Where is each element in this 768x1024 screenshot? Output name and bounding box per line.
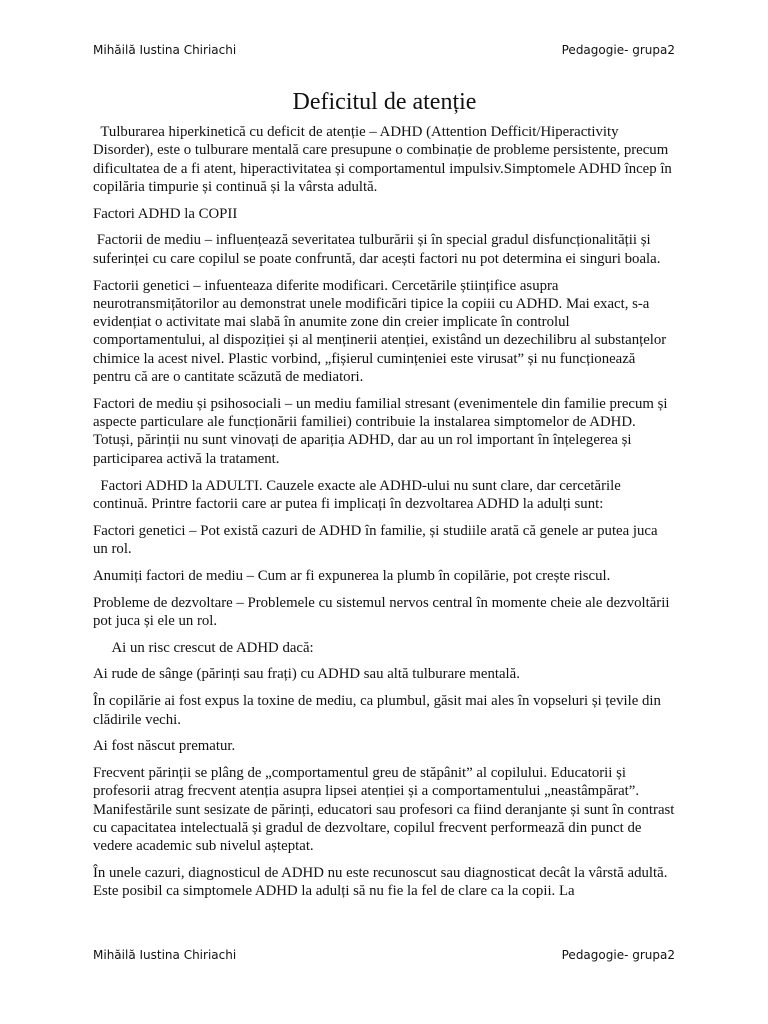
paragraph: Tulburarea hiperkinetică cu deficit de atenție – ADHD (Attention Defficit/Hiperactivity Disorder), este o tulburare mentală care presupune o combinație de probleme persistente, precum dificultatea de a fi atent, hiperactivitatea și comportamentul impulsiv.Simptomele ADHD încep în copilăria timpurie și continuă și la vârsta adultă. (93, 124, 672, 195)
paragraph: Factori ADHD la ADULTI. Cauzele exacte ale ADHD-ului nu sunt clare, dar cercetările continuă. Printre factorii care ar putea fi implicați în dezvoltarea ADHD la adulți sunt: (93, 477, 621, 512)
paragraph: Factori ADHD la COPII (93, 205, 238, 222)
document-body (93, 86, 676, 938)
footer-course: Pedagogie- grupa2 (561, 948, 675, 962)
paragraph: Factorii genetici – infuenteaza diferite modificari. Cercetările științifice asupra neurotransmițătorilor au demonstrat unele modificări tipice la copiii cu ADHD. Mai exact, s-a evidențiat o activitate mai slabă în anumite zone din creier implicate în controlul comportamentului, al dispoziției și al menținerii atenției, existând un dezechilibru al substanțelor chimice la acest nivel. Plastic vorbind, „fișierul cumințeniei este virusat” și nu funcționează pentru că are o cantitate scăzută de mediatori. (93, 277, 667, 386)
footer-author: Mihăilă Iustina Chiriachi (93, 948, 237, 962)
paragraph: Ai fost născut prematur. (93, 738, 236, 755)
header-author: Mihăilă Iustina Chiriachi (93, 43, 237, 57)
paragraph: Anumiți factori de mediu – Cum ar fi expunerea la plumb în copilărie, pot crește riscul. (93, 567, 611, 584)
paragraph: Factori de mediu și psihosociali – un mediu familial stresant (evenimentele din familie precum și aspecte particulare ale funcționării familiei) contribuie la instalarea simptomelor de ADHD. Totuși, părinții nu sunt vinovați de apariția ADHD, dar au un rol important în înțelegerea și participarea activă la tratament. (93, 395, 668, 467)
paragraph: Factorii de mediu – influențează severitatea tulburării și în special gradul disfuncționalității și suferinței cu care copilul se poate confruntă, dar acești factori nu pot determina ei singuri boala. (93, 232, 661, 267)
paragraph: Ai rude de sânge (părinți sau frați) cu ADHD sau altă tulburare mentală. (93, 666, 520, 683)
paragraph: Probleme de dezvoltare – Problemele cu sistemul nervos central în momente cheie ale dezvoltării pot juca și ele un rol. (93, 594, 670, 629)
page-footer (93, 948, 675, 962)
paragraph: În unele cazuri, diagnosticul de ADHD nu este recunoscut sau diagnosticat decât la vârstă adultă. Este posibil ca simptomele ADHD la adulți să nu fie la fel de clare ca la copii. La (93, 865, 668, 900)
document-title: Deficitul de atenție (292, 89, 477, 115)
paragraph: Factori genetici – Pot există cazuri de ADHD în familie, și studiile arată că genele ar putea juca un rol. (93, 522, 658, 557)
paragraph: Ai un risc crescut de ADHD dacă: (93, 639, 314, 656)
page-header (93, 43, 675, 57)
header-course: Pedagogie- grupa2 (561, 43, 675, 57)
paragraph: În copilărie ai fost expus la toxine de mediu, ca plumbul, găsit mai ales în vopseluri și țevile din clădirile vechi. (93, 693, 661, 728)
paragraph: Frecvent părinții se plâng de „comportamentul greu de stăpânit” al copilului. Educatorii și profesorii atrag frecvent atenția asupra lipsei atenției și a comportamentului „neastâmpărat”. Manifestările sunt sesizate de părinți, educatori sau profesori ca fiind deranjante și sunt în contrast cu capacitatea intelectuală și gradul de dezvoltare, copilul frecvent performează din punct de vedere academic sub nivelul așteptat. (93, 765, 675, 855)
